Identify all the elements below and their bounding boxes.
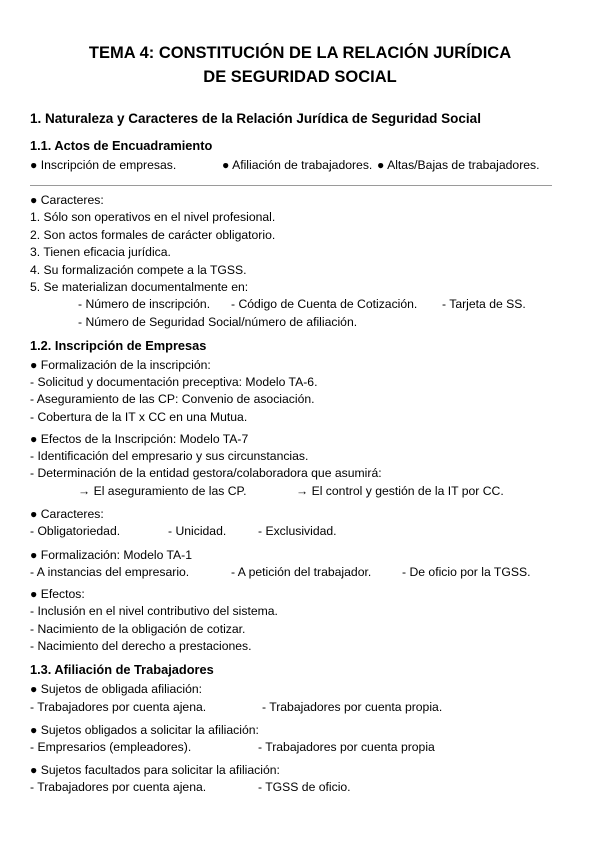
documento-item: - Código de Cuenta de Cotización. — [231, 297, 418, 311]
section-1-1-heading: 1.1. Actos de Encuadramiento — [30, 138, 213, 153]
efectos-title: ● Efectos: — [30, 587, 85, 601]
formalizacion-ta1-item: - De oficio por la TGSS. — [402, 565, 531, 579]
caracteres-list-item: 3. Tienen eficacia jurídica. — [30, 245, 171, 259]
facultados-item: - Trabajadores por cuenta ajena. — [30, 780, 207, 794]
obligada-afiliacion-item: - Trabajadores por cuenta propia. — [262, 700, 443, 714]
obligados-solicitar-title: ● Sujetos obligados a solicitar la afiliación: — [30, 723, 259, 737]
documento-item: - Tarjeta de SS. — [442, 297, 526, 311]
caracteres-list-item: 1. Sólo son operativos en el nivel profesional. — [30, 210, 276, 224]
caracteres-empresa-title: ● Caracteres: — [30, 507, 104, 521]
formalizacion-line: - Cobertura de la IT x CC en una Mutua. — [30, 410, 248, 424]
documento-item: - Número de inscripción. — [78, 297, 211, 311]
documento-item: - Número de Seguridad Social/número de afiliación. — [78, 315, 358, 329]
section-1-3-heading: 1.3. Afiliación de Trabajadores — [30, 662, 214, 677]
efectos-arrow-item: → El aseguramiento de las CP. — [78, 484, 247, 498]
caracteres-list-item: 5. Se materializan documentalmente en: — [30, 280, 249, 294]
document-title-line-2: DE SEGURIDAD SOCIAL — [203, 68, 397, 86]
caracteres-empresa-item: - Exclusividad. — [258, 524, 337, 538]
formalizacion-ta1-title: ● Formalización: Modelo TA-1 — [30, 548, 193, 562]
obligados-solicitar-item: - Trabajadores por cuenta propia — [258, 740, 435, 754]
efectos-inscripcion-line: - Identificación del empresario y sus circunstancias. — [30, 449, 309, 463]
section-1-heading: 1. Naturaleza y Caracteres de la Relación Jurídica de Seguridad Social — [30, 111, 481, 126]
caracteres-list-item: 2. Son actos formales de carácter obligatorio. — [30, 228, 276, 242]
caracteres-list-item: 4. Su formalización compete a la TGSS. — [30, 263, 247, 277]
obligada-afiliacion-item: - Trabajadores por cuenta ajena. — [30, 700, 207, 714]
obligada-afiliacion-title: ● Sujetos de obligada afiliación: — [30, 682, 203, 696]
efectos-line: - Inclusión en el nivel contributivo del sistema. — [30, 604, 278, 618]
formalizacion-title: ● Formalización de la inscripción: — [30, 358, 211, 372]
caracteres-empresa-item: - Obligatoriedad. — [30, 524, 121, 538]
formalizacion-line: - Aseguramiento de las CP: Convenio de asociación. — [30, 392, 315, 406]
caracteres-empresa-item: - Unicidad. — [168, 524, 227, 538]
efectos-line: - Nacimiento de la obligación de cotizar. — [30, 622, 246, 636]
document-title-line-1: TEMA 4: CONSTITUCIÓN DE LA RELACIÓN JURÍDICA — [88, 44, 512, 62]
encuadramiento-item: ● Afiliación de trabajadores. — [222, 158, 373, 172]
caracteres-title: ● Caracteres: — [30, 193, 104, 207]
obligados-solicitar-item: - Empresarios (empleadores). — [30, 740, 192, 754]
formalizacion-line: - Solicitud y documentación preceptiva: Modelo TA-6. — [30, 375, 318, 389]
formalizacion-ta1-item: - A instancias del empresario. — [30, 565, 190, 579]
efectos-inscripcion-title: ● Efectos de la Inscripción: Modelo TA-7 — [30, 432, 249, 446]
encuadramiento-item: ● Altas/Bajas de trabajadores. — [377, 158, 540, 172]
horizontal-rule — [30, 185, 552, 186]
efectos-inscripcion-line: - Determinación de la entidad gestora/colaboradora que asumirá: — [30, 466, 382, 480]
efectos-arrow-item: → El control y gestión de la IT por CC. — [296, 484, 504, 498]
formalizacion-ta1-item: - A petición del trabajador. — [231, 565, 372, 579]
facultados-item: - TGSS de oficio. — [258, 780, 351, 794]
efectos-line: - Nacimiento del derecho a prestaciones. — [30, 639, 252, 653]
encuadramiento-item: ● Inscripción de empresas. — [30, 158, 177, 172]
facultados-title: ● Sujetos facultados para solicitar la afiliación: — [30, 763, 280, 777]
section-1-2-heading: 1.2. Inscripción de Empresas — [30, 338, 207, 353]
